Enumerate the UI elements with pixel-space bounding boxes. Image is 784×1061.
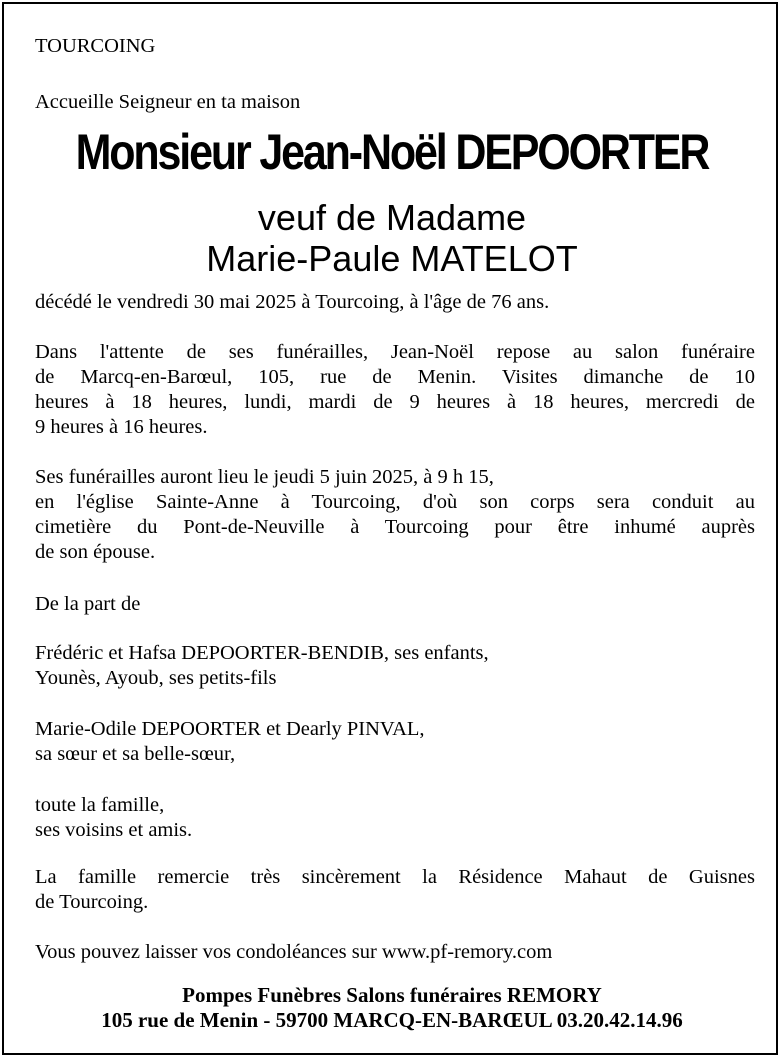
paragraph-line: Ses funérailles auront lieu le jeudi 5 juin 2025, à 9 h 15,	[35, 466, 494, 488]
paragraph-line: de Marcq-en-Barœul, 105, rue de Menin. Visites dimanche de 10	[35, 366, 755, 388]
from-label: De la part de	[35, 593, 141, 615]
paragraph-line: heures à 18 heures, lundi, mardi de 9 heures à 18 heures, mercredi de	[35, 391, 755, 413]
paragraph-line: La famille remercie très sincèrement la Résidence Mahaut de Guisnes	[35, 866, 755, 888]
city-heading: TOURCOING	[35, 35, 156, 57]
paragraph-line: 9 heures à 16 heures.	[35, 416, 208, 438]
family-line: Frédéric et Hafsa DEPOORTER-BENDIB, ses enfants,	[35, 642, 489, 664]
funeral-home-address: 105 rue de Menin - 59700 MARCQ-EN-BARŒUL 03.20.42.14.96	[101, 1008, 683, 1032]
paragraph-line: Dans l'attente de ses funérailles, Jean-Noël repose au salon funéraire	[35, 341, 755, 363]
spouse-line-1: veuf de Madame	[257, 197, 527, 238]
family-line: ses voisins et amis.	[35, 819, 193, 841]
deceased-name: Monsieur Jean-Noël DEPOORTER	[75, 124, 709, 180]
family-line: Marie-Odile DEPOORTER et Dearly PINVAL,	[35, 718, 425, 740]
paragraph-line: cimetière du Pont-de-Neuville à Tourcoing pour être inhumé auprès	[35, 516, 755, 538]
condolences-line: Vous pouvez laisser vos condoléances sur www.pf-remory.com	[35, 941, 553, 963]
spouse-line-2: Marie-Paule MATELOT	[206, 238, 578, 279]
family-line: toute la famille,	[35, 794, 165, 816]
funeral-home-name: Pompes Funèbres Salons funéraires REMORY	[182, 983, 602, 1007]
paragraph-line: de Tourcoing.	[35, 891, 149, 913]
family-line: sa sœur et sa belle-sœur,	[35, 743, 236, 765]
paragraph-line: en l'église Sainte-Anne à Tourcoing, d'où son corps sera conduit au	[35, 491, 755, 513]
family-line: Younès, Ayoub, ses petits-fils	[35, 667, 277, 689]
paragraph-line: de son épouse.	[35, 541, 156, 563]
death-announcement: décédé le vendredi 30 mai 2025 à Tourcoing, à l'âge de 76 ans.	[35, 291, 550, 313]
obituary-notice	[2, 2, 778, 1055]
prayer-line: Accueille Seigneur en ta maison	[35, 91, 301, 113]
